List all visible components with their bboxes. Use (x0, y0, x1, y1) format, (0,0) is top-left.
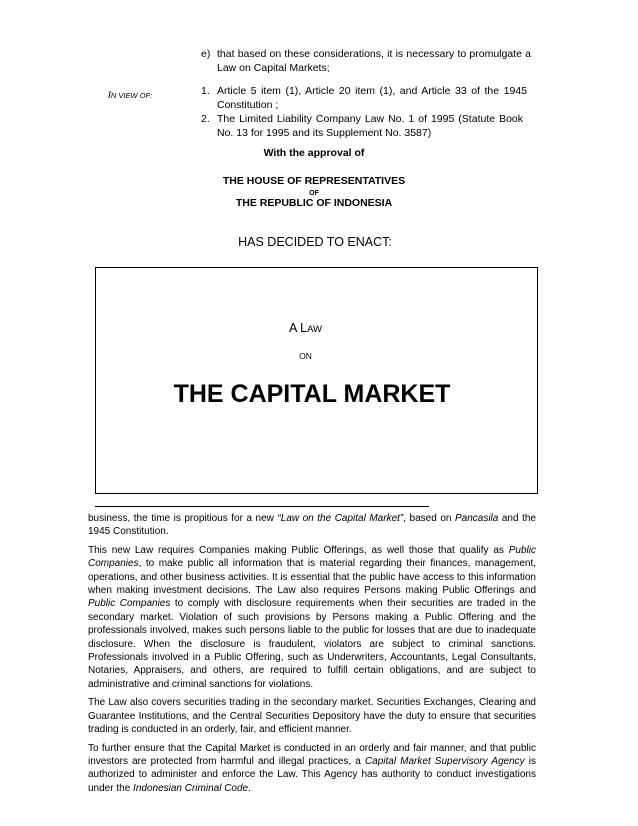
text-run: , to make public all information that is material regarding their finances, management, operations, and other business activities. It is essential that the public have access to this information when making investment decisions. The Law also requires Persons making Public Offerings and (88, 558, 536, 597)
in-view-of-item-1-text: Article 5 item (1), Article 20 item (1), and Article 33 of the 1945 Constitution ; (217, 85, 527, 111)
item-e-text: that based on these considerations, it is necessary to promulgate a Law on Capital Markets; (217, 48, 531, 74)
text-run: business, the time is propitious for a new (88, 513, 278, 524)
italic-run: Public Companies (88, 544, 536, 570)
item-e-marker: e) (201, 48, 211, 60)
of-connector: OF (309, 190, 319, 197)
italic-run: Capital Market Supervisory Agency (364, 755, 525, 767)
house-of-representatives: THE HOUSE OF REPRESENTATIVES (222, 175, 406, 187)
approval-line: With the approval of (263, 147, 365, 159)
republic-of-indonesia: THE REPUBLIC OF INDONESIA (235, 197, 393, 209)
text-run: to comply with disclosure requirements when their securities are traded in the secondary market. Violation of such provisions by Persons making a Public Offering and the professionals involved, makes such persons liable to the public for losses that are due to inadequate disclosure. When the disclosure is fraudulent, violators are subject to criminal sanctions. Professionals involved in a Public Offering, such as Underwriters, Accountants, Legal Consultants, Notaries, Appraisers, and others, are required to fulfill certain obligations, and are subject to administrative and criminal sanctions for violations. (88, 598, 536, 690)
separator-rule (95, 506, 429, 507)
body-paragraph-1 (88, 512, 536, 539)
italic-run: Indonesian Criminal Code (133, 782, 249, 794)
text-run: . (248, 782, 251, 794)
body-text (88, 512, 536, 800)
text-run: The Law also covers securities trading in the secondary market. Securities Exchanges, Clearing and Guarantee Institutions, and the Central Securities Depository have the duty to ensure that securities trading is conducted in an orderly, fair, and efficient manner. (88, 697, 536, 736)
body-paragraph-3 (88, 696, 536, 736)
in-view-of-item-1-marker: 1. (201, 85, 210, 97)
text-run: This new Law requires Companies making Public Offerings, as well those that qualify as (88, 544, 509, 556)
in-view-of-label (108, 85, 152, 103)
italic-run: Pancasila (454, 513, 499, 524)
has-decided-to-enact: HAS DECIDED TO ENACT: (238, 235, 392, 249)
in-view-of-label-initial: I (108, 89, 111, 101)
text-run: is authorized to administer and enforce the Law. This Agency has authority to conduct investigations under the (88, 755, 536, 794)
in-view-of-item-2-marker: 2. (201, 113, 210, 125)
body-paragraph-4 (88, 742, 536, 796)
a-law-heading-initial: A L (288, 321, 308, 335)
on-connector: ON (299, 351, 312, 361)
main-title: THE CAPITAL MARKET (173, 380, 451, 408)
italic-run: Public Companies (88, 598, 171, 610)
italic-run: “Law on the Capital Market” (277, 513, 404, 524)
in-view-of-item-2-text: The Limited Liability Company Law No. 1 of 1995 (Statute Book No. 13 for 1995 and its Supplement No. 3587) (217, 113, 523, 139)
in-view-of-label-rest: N VIEW OF: (110, 91, 153, 100)
a-law-heading (95, 320, 516, 338)
text-run: , based on (403, 513, 455, 524)
text-run: and the 1945 Constitution. (88, 513, 536, 538)
body-paragraph-2 (88, 544, 536, 691)
a-law-heading-rest: AW (307, 324, 323, 335)
text-run: To further ensure that the Capital Market is conducted in an orderly and fair manner, and that public investors are protected from harmful and illegal practices, a (88, 742, 536, 767)
